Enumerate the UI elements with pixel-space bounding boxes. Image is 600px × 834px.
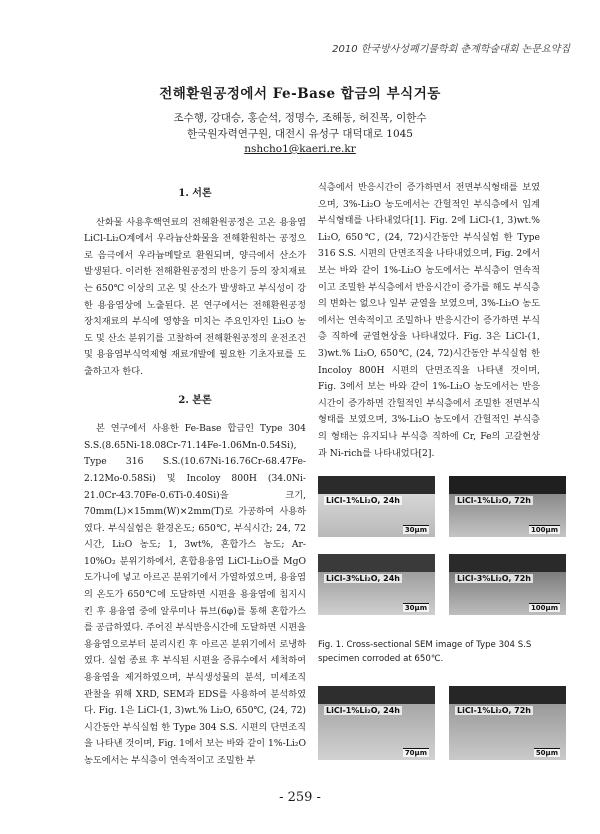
panel-label: LiCl-3%Li₂O, 24h: [326, 574, 400, 583]
scale-bar: 30μm: [404, 526, 427, 534]
panel-label: LiCl-1%Li₂O, 24h: [326, 706, 400, 715]
sem-image-panel: [318, 554, 435, 615]
scale-bar: 70μm: [404, 749, 427, 757]
affiliation: 한국원자력연구원, 대전시 유성구 대덕대로 1045: [187, 128, 413, 140]
body-paragraph: 본 연구에서 사용한 Fe-Base 합금인 Type 304 S.S.(8.65Ni-18.08Cr-71.14Fe-1.06Mn-0.54Si), Type 316 S.S.(10.67Ni-16.76Cr-68.47Fe-2.12Mo-0.58Si) 및 Incoloy 800H (34.0Ni-21.0Cr-43.70Fe-0.6Ti-0.40Si)을 크기, 70mm(L)×15mm(W)×2mm(T)로 가공하여 사용하였다. 부식실험은 환경온도; 650℃, 부식시간; 24, 72시간, Li₂O 농도; 1, 3wt%, 혼합가스 농도; Ar-10%O₂ 분위기하에서, 혼합용융염 LiCl-Li₂O를 MgO 도가니에 넣고 아르곤 분위기에서 가열하였으며, 용융염의 온도가 650℃에 도달하면 시편을 용융염에 침지시킨 후 용융염 중에 알루미나 튜브(6φ)를 통해 혼합가스를 공급하였다. 주어진 부식반응시간에 도달하면 시편을 용융염으로부터 분리시킨 후 아르곤 분위기에서 로냉하였다. 실험 종료 후 부식된 시편을 증류수에서 세척하여 용융염을 제거하였으며, 부식생성물의 분석, 미세조직 관찰을 위해 XRD, SEM과 EDS를 사용하여 분석하였다. Fig. 1은 LiCl-(1, 3)wt.% Li₂O, 650℃, (24, 72)시간동안 부식실험 한 Type 304 S.S. 시편의 단면조직을 나타낸 것이며, Fig. 1에서 보는 바와 같이 1%-Li₂O 농도에서는 부식층이 연속적이고 조밀한 부: [84, 423, 306, 766]
panel-label: LiCl-1%Li₂O, 24h: [326, 496, 400, 505]
section-heading-intro: 1. 서론: [178, 188, 212, 199]
sem-image-panel: [449, 554, 566, 615]
paper-title: 전해환원공정에서 Fe-Base 합금의 부식거동: [159, 86, 441, 102]
left-column: [84, 180, 306, 770]
email-link[interactable]: nshcho1@kaeri.re.kr: [244, 143, 356, 155]
scale-bar: 30μm: [404, 604, 427, 612]
section-heading-body: 2. 본론: [178, 394, 212, 406]
sem-image-panel: [449, 476, 566, 537]
scale-bar: 100μm: [530, 604, 558, 612]
page-number: - 259 -: [279, 790, 321, 805]
panel-label: LiCl-1%Li₂O, 72h: [457, 706, 531, 715]
body-paragraph-continued: 식층에서 반응시간이 증가하면서 전면부식형태를 보였으며, 3%-Li₂O 농도에서는 간헐적인 부식층에서 입계부식형태를 나타내었다[1]. Fig. 2에 LiCl-(1, 3)wt.% Li₂O, 650℃, (24, 72)시간동안 부식실험 한 Type 316 S.S. 시편의 단면조직을 나타내었으며, Fig. 2에서 보는 바와 같이 1%-Li₂O 농도에서는 부식층이 연속적이고 조밀한 부식층에서 반응시간이 증가를 해도 부식층의 변화는 없으나 일부 균열을 보였으며, 3%-Li₂O 농도에서는 연속적이고 조밀하나 반응시간이 증가하면 부식층 직하에 균열현상을 나타내었다. Fig. 3은 LiCl-(1, 3)wt.% Li₂O, 650℃, (24, 72)시간동안 부식실험 한 Incoloy 800H 시편의 단면조직을 나타낸 것이며, Fig. 3에서 보는 바와 같이 1%-Li₂O 농도에서는 반응시간이 증가하면 간헐적인 부식층에서 조밀한 전면부식 형태를 보였으며, 3%-Li₂O 농도에서 간헐적인 부식층의 형태는 유지되나 부식층 직하에 Cr, Fe의 고갈현상과 Ni-rich를 나타내었다[2].: [318, 182, 540, 459]
panel-label: LiCl-3%Li₂O, 72h: [457, 574, 531, 583]
right-column: [318, 180, 540, 462]
sem-image-panel: [449, 686, 566, 760]
running-header: 2010 한국방사성폐기물학회 춘계학술대회 논문요약집: [332, 44, 570, 55]
panel-label: LiCl-1%Li₂O, 72h: [457, 496, 531, 505]
figure-caption: Fig. 1. Cross-sectional SEM image of Type 304 S.S specimen corroded at 650℃.: [318, 640, 532, 664]
sem-image-panel: [318, 686, 435, 760]
intro-paragraph: 산화물 사용후핵연료의 전해환원공정은 고온 용융염 LiCl-Li₂O계에서 우라늄산화물을 전해환원하는 공정으로 음극에서 우라늄메탈로 환원되며, 양극에서 산소가 발생된다. 이러한 전해환원공정의 반응기 등의 장치재료는 650℃ 이상의 고온 및 산소가 발생하고 부식성이 강한 용융염상에 노출된다. 본 연구에서는 전해환원공정 장치재료의 부식에 영향을 미치는 주요인자인 Li₂O 농도 및 산소 분위기를 고찰하여 전해환원공정의 운전조건 및 용융염부식억제형 재료개발에 필요한 기초자료를 도출하고자 한다.: [84, 216, 306, 377]
authors: 조수행, 강대승, 홍순석, 정명수, 조해동, 허진목, 이한수: [173, 112, 427, 124]
scale-bar: 50μm: [535, 749, 558, 757]
sem-image-panel: [318, 476, 435, 537]
scale-bar: 100μm: [530, 526, 558, 534]
